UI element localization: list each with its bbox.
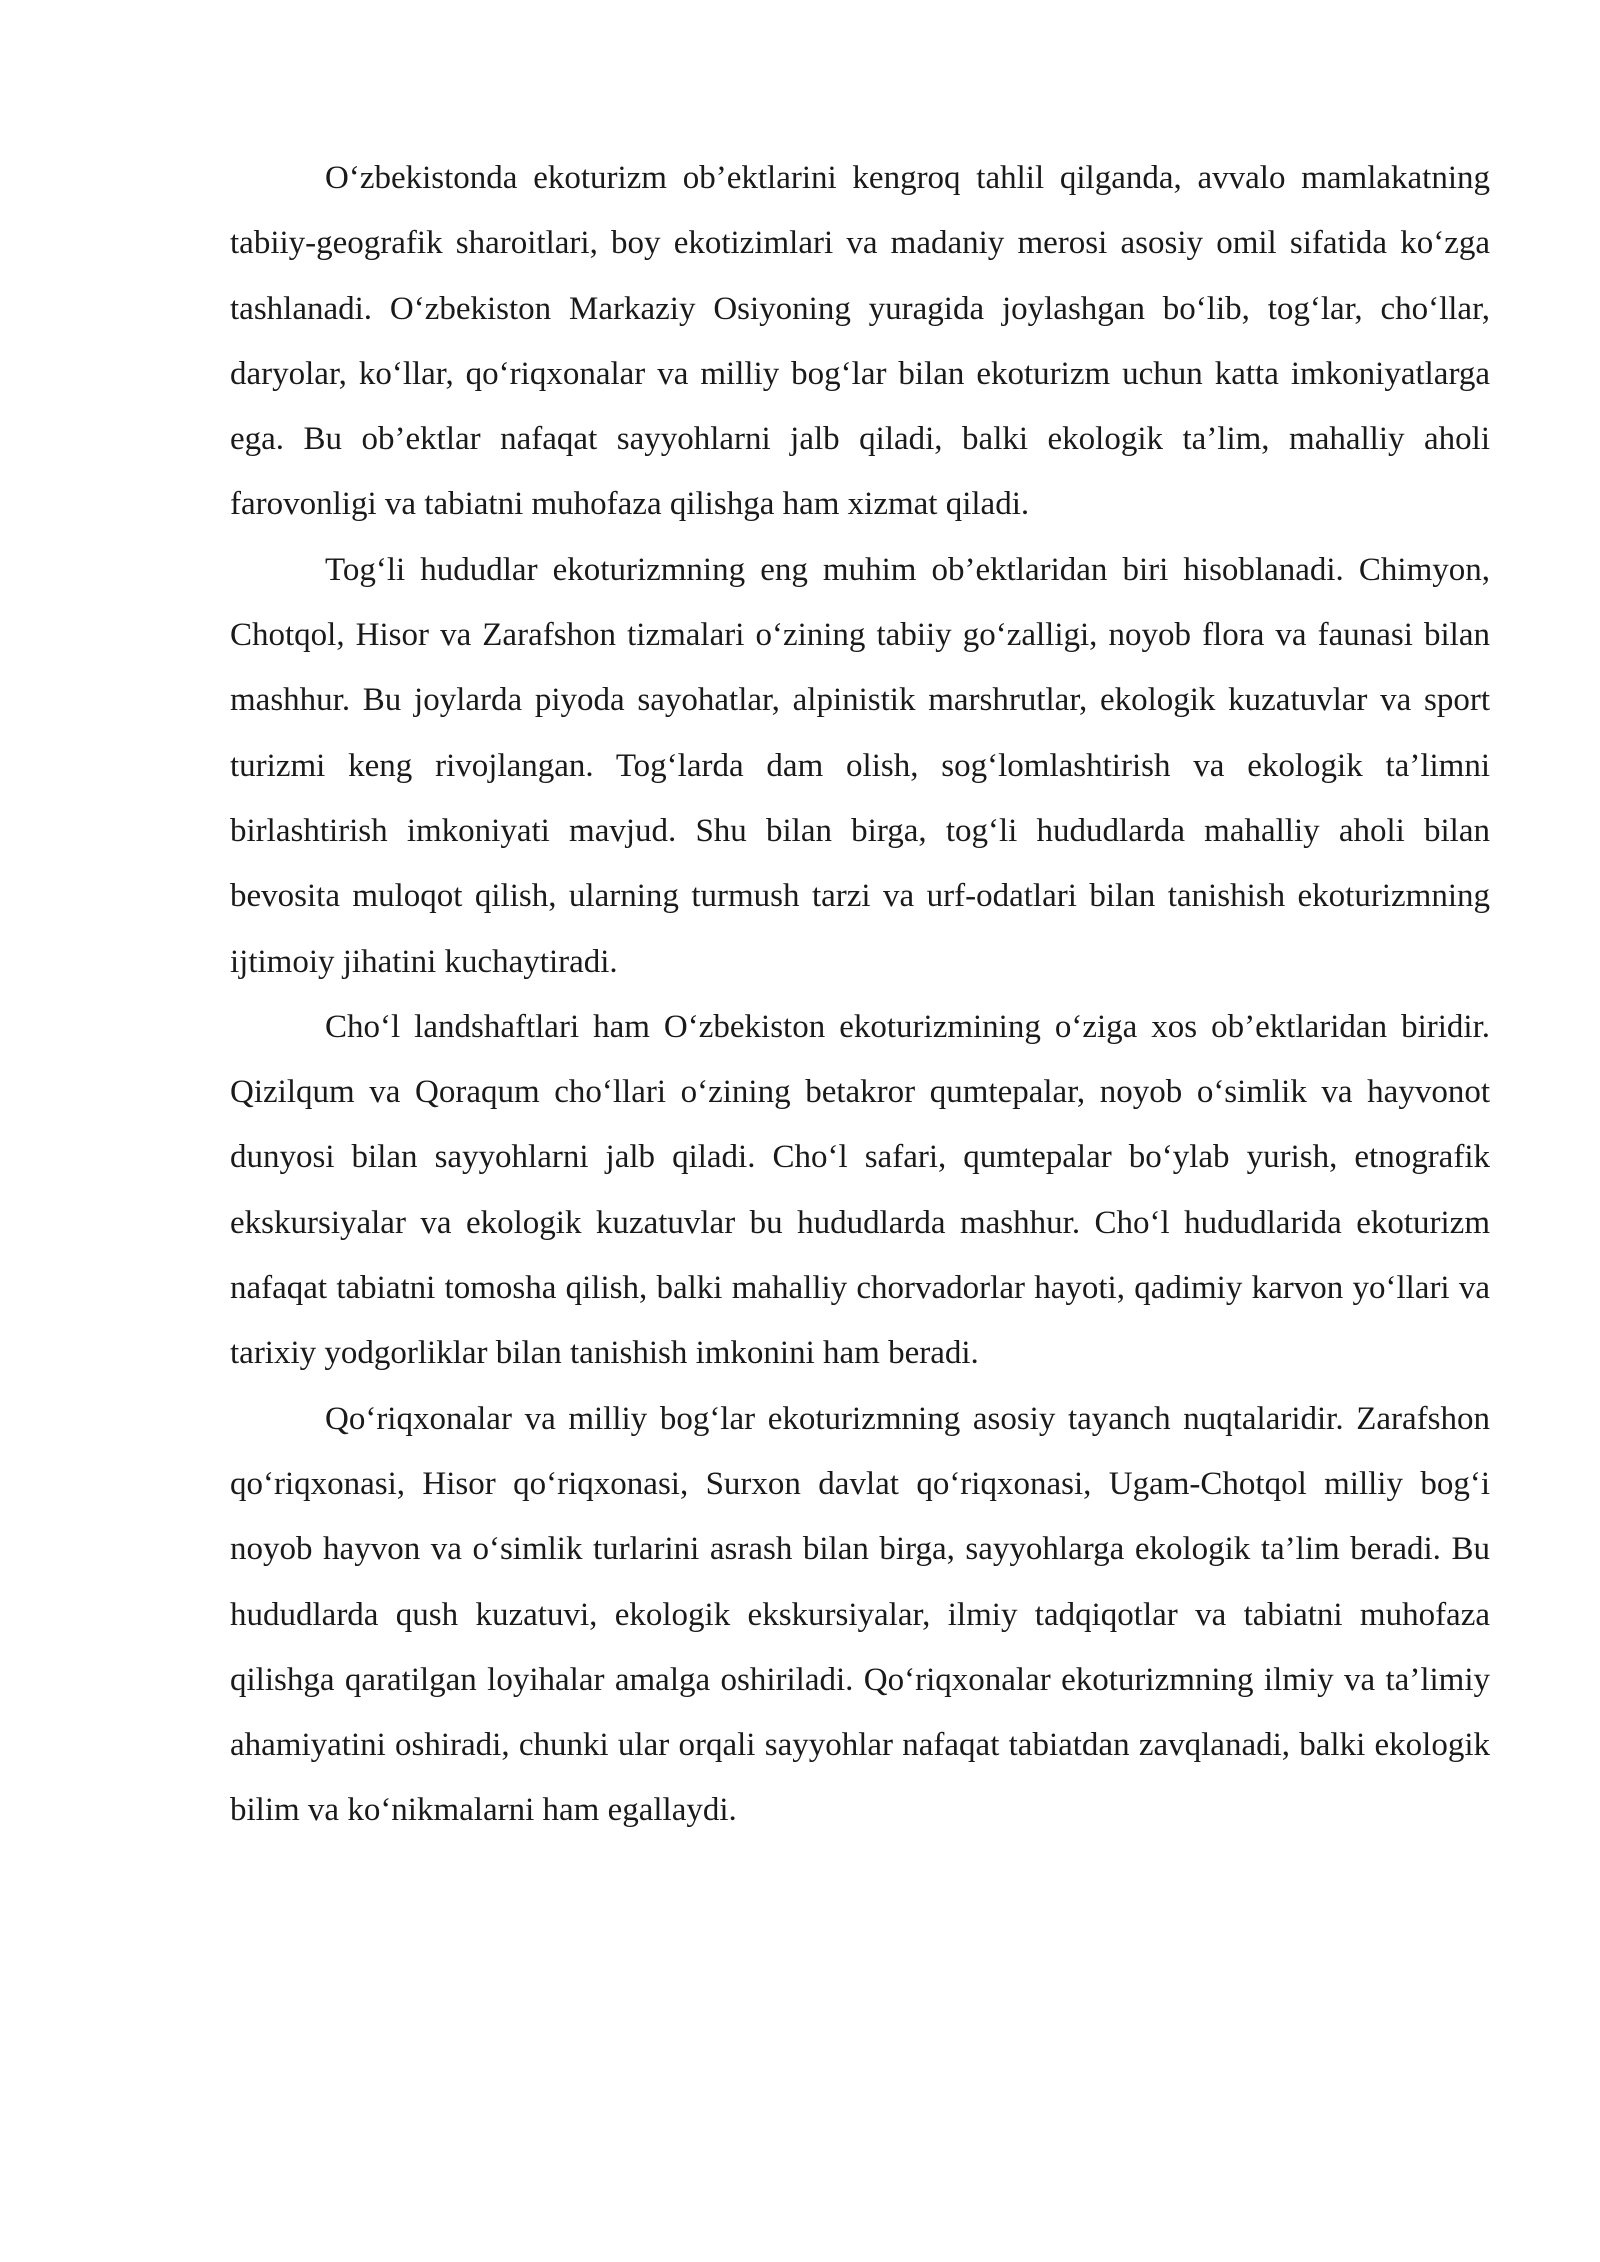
paragraph-desert-landscapes: Cho‘l landshaftlari ham O‘zbekiston ekoturizmining o‘ziga xos ob’ektlaridan biridir. Qizilqum va Qoraqum cho‘llari o‘zining betakror qumtepalar, noyob o‘simlik va hayvonot dunyosi bilan sayyohlarni jalb qiladi. Cho‘l safari, qumtepalar bo‘ylab yurish, etnografik ekskursiyalar va ekologik kuzatuvlar bu hududlarda mashhur. Cho‘l hududlarida ekoturizm nafaqat tabiatni tomosha qilish, balki mahalliy chorvadorlar hayoti, qadimiy karvon yo‘llari va tarixiy yodgorliklar bilan tanishish imkonini ham beradi. — [230, 1008, 1490, 1372]
document-body — [230, 146, 1490, 1844]
paragraph-ecotourism-overview: O‘zbekistonda ekoturizm ob’ektlarini kengroq tahlil qilganda, avvalo mamlakatning tabiiy-geografik sharoitlari, boy ekotizimlari va madaniy merosi asosiy omil sifatida ko‘zga tashlanadi. O‘zbekiston Markaziy Osiyoning yuragida joylashgan bo‘lib, tog‘lar, cho‘llar, daryolar, ko‘llar, qo‘riqxonalar va milliy bog‘lar bilan ekoturizm uchun katta imkoniyatlarga ega. Bu ob’ektlar nafaqat sayyohlarni jalb qiladi, balki ekologik ta’lim, mahalliy aholi farovonligi va tabiatni muhofaza qilishga ham xizmat qiladi. — [230, 160, 1490, 523]
paragraph-reserves-national-parks: Qo‘riqxonalar va milliy bog‘lar ekoturizmning asosiy tayanch nuqtalaridir. Zarafshon qo‘riqxonasi, Hisor qo‘riqxonasi, Surxon davlat qo‘riqxonasi, Ugam-Chotqol milliy bog‘i noyob hayvon va o‘simlik turlarini asrash bilan birga, sayyohlarga ekologik ta’lim beradi. Bu hududlarda qush kuzatuvi, ekologik ekskursiyalar, ilmiy tadqiqotlar va tabiatni muhofaza qilishga qaratilgan loyihalar amalga oshiriladi. Qo‘riqxonalar ekoturizmning ilmiy va ta’limiy ahamiyatini oshiradi, chunki ular orqali sayyohlar nafaqat tabiatdan zavqlanadi, balki ekologik bilim va ko‘nikmalarni ham egallaydi. — [230, 1400, 1490, 1829]
paragraph-mountain-regions: Tog‘li hududlar ekoturizmning eng muhim ob’ektlaridan biri hisoblanadi. Chimyon, Chotqol, Hisor va Zarafshon tizmalari o‘zining tabiiy go‘zalligi, noyob flora va faunasi bilan mashhur. Bu joylarda piyoda sayohatlar, alpinistik marshrutlar, ekologik kuzatuvlar va sport turizmi keng rivojlangan. Tog‘larda dam olish, sog‘lomlashtirish va ekologik ta’limni birlashtirish imkoniyati mavjud. Shu bilan birga, tog‘li hududlarda mahalliy aholi bilan bevosita muloqot qilish, ularning turmush tarzi va urf-odatlari bilan tanishish ekoturizmning ijtimoiy jihatini kuchaytiradi. — [230, 551, 1490, 980]
